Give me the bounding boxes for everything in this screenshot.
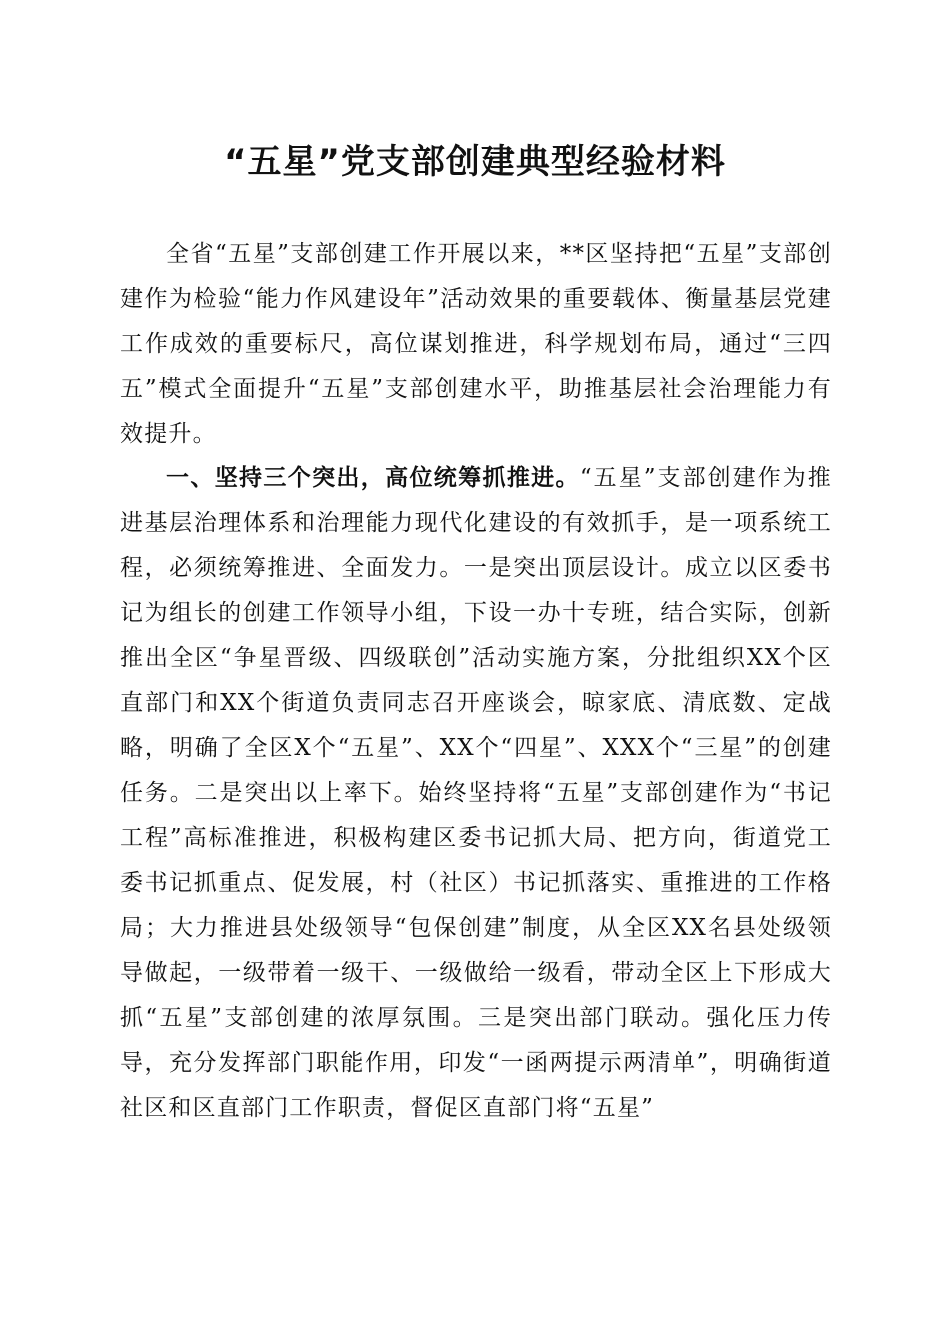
section-one-heading: 一、坚持三个突出，高位统筹抓推进。 bbox=[166, 465, 580, 491]
document-title: “五星”党支部创建典型经验材料 bbox=[224, 142, 726, 182]
section-one-body: “五星”支部创建作为推进基层治理体系和治理能力现代化建设的有效抓手，是一项系统工程，必须统筹推进、全面发力。一是突出顶层设计。成立以区委书记为组长的创建工作领导小组，下设一办十专班，结合实际，创新推出全区“争星晋级、四级联创”活动实施方案，分批组织XX个区直部门和XX个街道负责同志召开座谈会，晾家底、清底数、定战略，明确了全区X个“五星”、XX个“四星”、XXX个“三星”的创建任务。二是突出以上率下。始终坚持将“五星”支部创建作为“书记工程”高标准推进，积极构建区委书记抓大局、把方向，街道党工委书记抓重点、促发展，村（社区）书记抓落实、重推进的工作格局；大力推进县处级领导“包保创建”制度，从全区XX名县处级领导做起，一级带着一级干、一级做给一级看，带动全区上下形成大抓“五星”支部创建的浓厚氛围。三是突出部门联动。强化压力传导，充分发挥部门职能作用，印发“一函两提示两清单”，明确街道社区和区直部门工作职责，督促区直部门将“五星” bbox=[120, 465, 832, 1121]
section-one-paragraph bbox=[120, 456, 832, 1131]
intro-paragraph: 全省“五星”支部创建工作开展以来，**区坚持把“五星”支部创建作为检验“能力作风建设年”活动效果的重要载体、衡量基层党建工作成效的重要标尺，高位谋划推进，科学规划布局，通过“三四五”模式全面提升“五星”支部创建水平，助推基层社会治理能力有效提升。 bbox=[120, 241, 832, 447]
